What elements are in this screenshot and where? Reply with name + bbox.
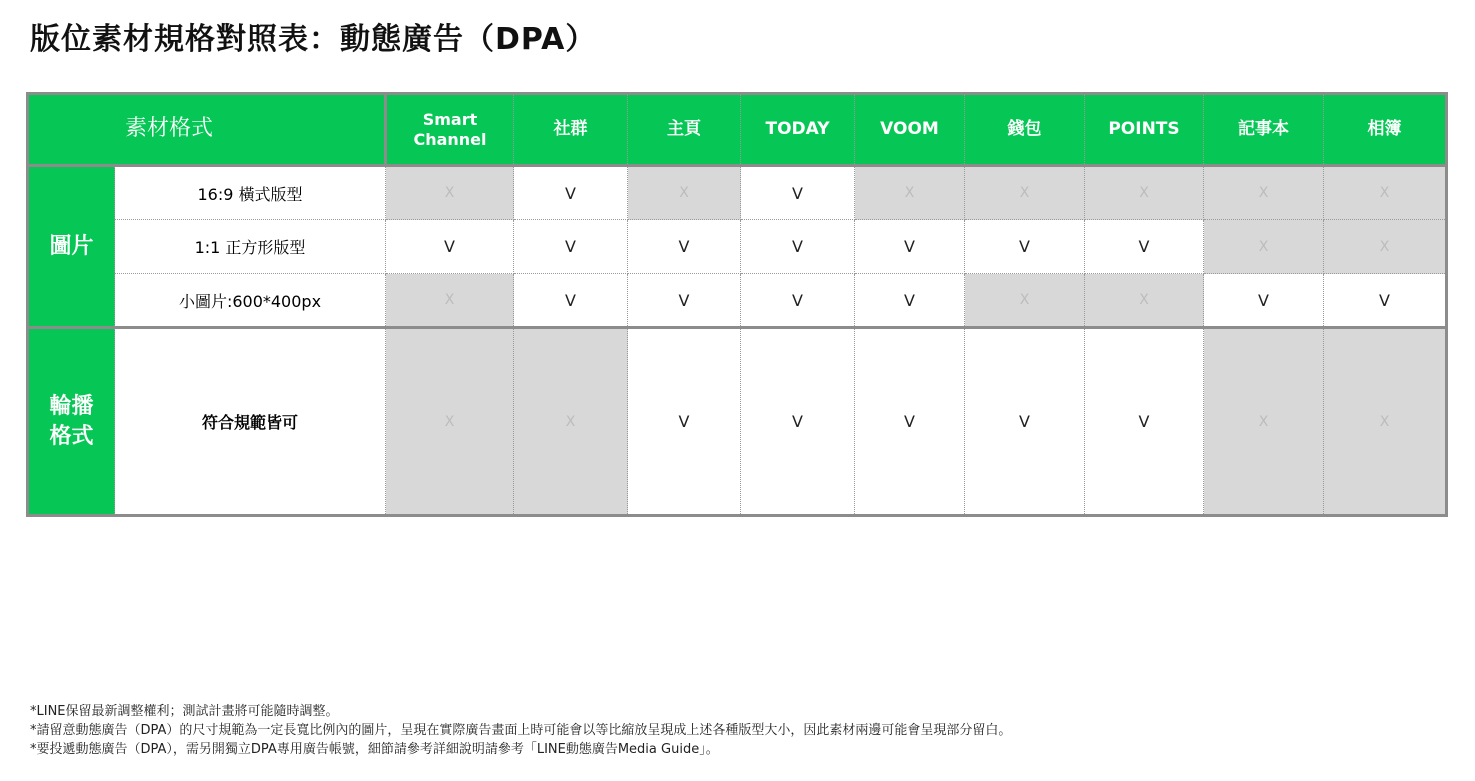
footnote: *要投遞動態廣告（DPA），需另開獨立DPA專用廣告帳號，細節請參考詳細說明請參考「LINE動態廣告Media Guide」。	[30, 742, 719, 757]
supported-cell: V	[741, 166, 855, 220]
footnote: *請留意動態廣告（DPA）的尺寸規範為一定長寬比例內的圖片，呈現在實際廣告畫面上時可能會以等比縮放呈現成上述各種版型大小，因此素材兩邊可能會呈現部分留白。	[30, 723, 1012, 738]
supported-cell: V	[514, 274, 628, 328]
supported-cell: V	[855, 274, 965, 328]
supported-cell: V	[965, 328, 1085, 516]
placement-header-notes: 記事本	[1204, 94, 1324, 166]
supported-cell: V	[514, 166, 628, 220]
footnotes	[30, 702, 1011, 759]
placement-header-smart-channel: Smart Channel	[386, 94, 514, 166]
format-column-header: 素材格式	[115, 94, 386, 166]
unsupported-cell: X	[386, 274, 514, 328]
footnote: *LINE保留最新調整權利；測試計畫將可能隨時調整。	[30, 704, 339, 719]
supported-cell: V	[741, 328, 855, 516]
supported-cell: V	[855, 220, 965, 274]
spec-table	[26, 92, 1448, 517]
supported-cell: V	[1085, 328, 1204, 516]
supported-cell: V	[1204, 274, 1324, 328]
supported-cell: V	[386, 220, 514, 274]
unsupported-cell: X	[628, 166, 741, 220]
unsupported-cell: X	[386, 328, 514, 516]
page-title: 版位素材規格對照表：動態廣告（DPA）	[30, 22, 597, 57]
unsupported-cell: X	[1324, 328, 1447, 516]
placement-header-points: POINTS	[1085, 94, 1204, 166]
unsupported-cell: X	[1204, 328, 1324, 516]
placement-header-today: TODAY	[741, 94, 855, 166]
placement-header-voom: VOOM	[855, 94, 965, 166]
supported-cell: V	[628, 220, 741, 274]
table-row	[28, 274, 1447, 328]
header-row	[28, 94, 1447, 166]
unsupported-cell: X	[514, 328, 628, 516]
supported-cell: V	[965, 220, 1085, 274]
format-cell: 16:9 橫式版型	[115, 166, 386, 220]
supported-cell: V	[514, 220, 628, 274]
table-row	[28, 328, 1447, 516]
format-cell: 符合規範皆可	[115, 328, 386, 516]
supported-cell: V	[628, 328, 741, 516]
format-cell: 1:1 正方形版型	[115, 220, 386, 274]
unsupported-cell: X	[1324, 166, 1447, 220]
group-label-line: 輪播	[49, 393, 94, 419]
corner-cell	[28, 94, 115, 166]
unsupported-cell: X	[1085, 274, 1204, 328]
unsupported-cell: X	[1324, 220, 1447, 274]
placement-header-home: 主頁	[628, 94, 741, 166]
unsupported-cell: X	[1204, 166, 1324, 220]
unsupported-cell: X	[1204, 220, 1324, 274]
unsupported-cell: X	[965, 166, 1085, 220]
group-label: 圖片	[28, 166, 115, 328]
unsupported-cell: X	[386, 166, 514, 220]
unsupported-cell: X	[1085, 166, 1204, 220]
table-row	[28, 220, 1447, 274]
group-label-line: 格式	[49, 423, 94, 449]
group-label	[28, 328, 115, 516]
supported-cell: V	[741, 274, 855, 328]
placement-header-community: 社群	[514, 94, 628, 166]
supported-cell: V	[628, 274, 741, 328]
placement-header-wallet: 錢包	[965, 94, 1085, 166]
supported-cell: V	[855, 328, 965, 516]
supported-cell: V	[1324, 274, 1447, 328]
table-row	[28, 166, 1447, 220]
unsupported-cell: X	[855, 166, 965, 220]
supported-cell: V	[741, 220, 855, 274]
supported-cell: V	[1085, 220, 1204, 274]
placement-header-album: 相簿	[1324, 94, 1447, 166]
unsupported-cell: X	[965, 274, 1085, 328]
format-cell: 小圖片:600*400px	[115, 274, 386, 328]
